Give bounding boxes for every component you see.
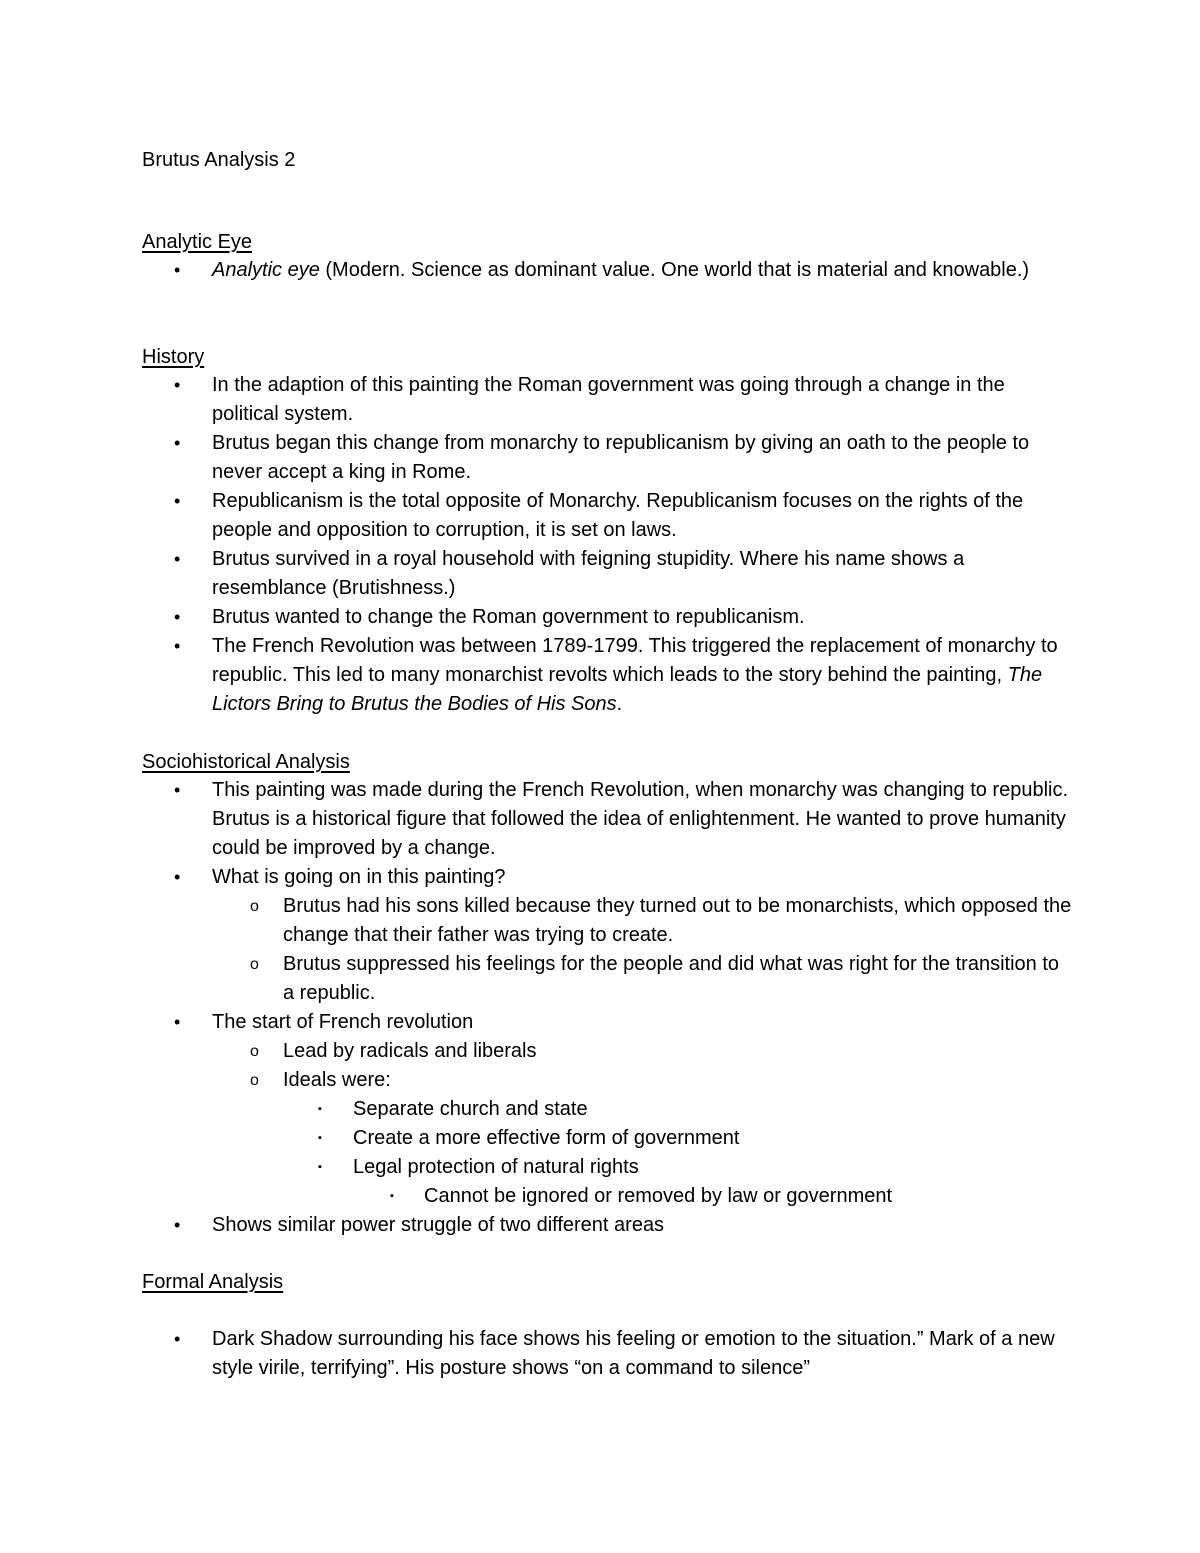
item-text: (Modern. Science as dominant value. One world that is material and knowable.) xyxy=(319,259,1030,281)
list-item xyxy=(142,1325,1072,1383)
list-item xyxy=(142,545,1072,603)
circle-marker: o xyxy=(250,1043,259,1060)
bullet-marker: • xyxy=(174,607,181,627)
bullet-marker: • xyxy=(174,491,181,511)
heading-formal: Formal Analysis xyxy=(142,1271,284,1293)
sub-list-item xyxy=(142,1037,1072,1066)
item-text: Brutus had his sons killed because they turned out to be monarchists, which opposed the change that their father was trying to create. xyxy=(283,895,1072,946)
bullet-marker: • xyxy=(174,375,181,395)
list-item xyxy=(142,256,1072,285)
item-text: Brutus wanted to change the Roman government to republicanism. xyxy=(212,606,805,628)
item-text: What is going on in this painting? xyxy=(212,866,506,888)
item-text: Separate church and state xyxy=(353,1098,588,1120)
sub-sub-sub-list-item xyxy=(142,1182,1072,1211)
list-item xyxy=(142,1211,1072,1240)
circle-marker: o xyxy=(250,1072,259,1089)
sub-list-item xyxy=(142,892,1072,950)
bullet-marker: • xyxy=(174,1329,181,1349)
item-text: This painting was made during the French Revolution, when monarchy was changing to republic. Brutus is a historical figure that followed the idea of enlightenment. He wanted to prove humanity could be improved by a change. xyxy=(212,779,1069,859)
bullet-marker: • xyxy=(174,780,181,800)
heading-history: History xyxy=(142,346,205,368)
list-item xyxy=(142,776,1072,863)
bullet-marker: • xyxy=(174,867,181,887)
blank-line xyxy=(142,1296,1072,1325)
bullet-marker: • xyxy=(174,549,181,569)
item-text: Brutus suppressed his feelings for the people and did what was right for the transition to a republic. xyxy=(283,953,1060,1004)
sub-list-item xyxy=(142,1066,1072,1095)
item-text: Lead by radicals and liberals xyxy=(283,1040,537,1062)
list-item xyxy=(142,487,1072,545)
square-marker: ▪ xyxy=(318,1103,322,1115)
bullet-marker: • xyxy=(174,260,181,280)
item-text: The French Revolution was between 1789-1799. This triggered the replacement of monarchy to republic. This led to many monarchist revolts which leads to the story behind the painting, xyxy=(212,635,1058,686)
heading-sociohistorical: Sociohistorical Analysis xyxy=(142,751,350,773)
item-emphasis: Analytic eye xyxy=(212,259,320,281)
bullet-marker: • xyxy=(174,1012,181,1032)
list-item xyxy=(142,632,1072,719)
list-item xyxy=(142,371,1072,429)
circle-marker: o xyxy=(250,898,259,915)
bullet-marker: • xyxy=(174,636,181,656)
list-item xyxy=(142,863,1072,892)
sub-list-item xyxy=(142,950,1072,1008)
sub-sub-list-item xyxy=(142,1153,1072,1182)
circle-marker: o xyxy=(250,956,259,973)
bullet-marker: • xyxy=(174,1215,181,1235)
heading-analytic-eye: Analytic Eye xyxy=(142,231,253,253)
square-marker: ▪ xyxy=(318,1161,322,1173)
painting-title: The Lictors Bring to Brutus the Bodies of His Sons xyxy=(212,664,1043,715)
item-text: Brutus began this change from monarchy to republicanism by giving an oath to the people to never accept a king in Rome. xyxy=(212,432,1030,483)
square-marker: ▪ xyxy=(318,1132,322,1144)
item-text: Dark Shadow surrounding his face shows his feeling or emotion to the situation.” Mark of a new style virile, terrifying”. His posture shows “on a command to silence” xyxy=(212,1328,1055,1379)
item-text: Cannot be ignored or removed by law or government xyxy=(424,1185,893,1207)
item-text: The start of French revolution xyxy=(212,1011,474,1033)
item-text: Brutus survived in a royal household with feigning stupidity. Where his name shows a resemblance (Brutishness.) xyxy=(212,548,965,599)
item-text: Republicanism is the total opposite of Monarchy. Republicanism focuses on the rights of the people and opposition to corruption, it is set on laws. xyxy=(212,490,1024,541)
section-formal xyxy=(142,1268,1072,1383)
list-item xyxy=(142,429,1072,487)
document-title: Brutus Analysis 2 xyxy=(142,149,296,171)
list-item xyxy=(142,1008,1072,1037)
item-text: Legal protection of natural rights xyxy=(353,1156,639,1178)
section-analytic-eye xyxy=(142,228,1072,285)
item-text: In the adaption of this painting the Roman government was going through a change in the political system. xyxy=(212,374,1005,425)
section-sociohistorical xyxy=(142,748,1072,1240)
sub-sub-list-item xyxy=(142,1095,1072,1124)
item-text: Ideals were: xyxy=(283,1069,391,1091)
section-history xyxy=(142,343,1072,719)
item-text: Create a more effective form of government xyxy=(353,1127,740,1149)
item-text-end: . xyxy=(616,693,623,715)
sub-sub-list-item xyxy=(142,1124,1072,1153)
item-text: Shows similar power struggle of two different areas xyxy=(212,1214,665,1236)
bullet-marker: • xyxy=(174,433,181,453)
list-item xyxy=(142,603,1072,632)
square-marker: ▪ xyxy=(390,1190,394,1202)
